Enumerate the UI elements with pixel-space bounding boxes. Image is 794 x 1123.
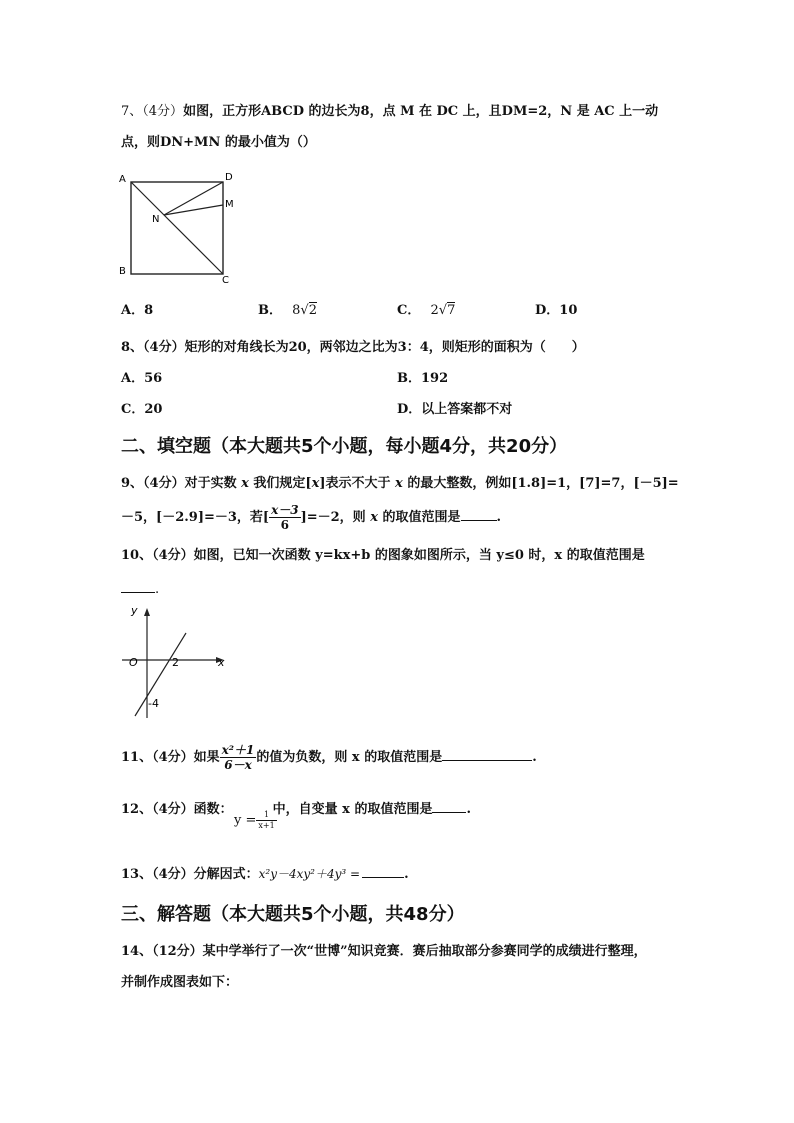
q11-line: 11、（4分）如果 $\frac{\text{x²＋1}}{6-x}$ 的值为负数，则 x 的取值范围是 .: [121, 743, 537, 772]
q7-option-d: D．10: [535, 303, 578, 318]
y-axis-arrow: [144, 608, 150, 616]
q8-option-c: C．20: [121, 402, 163, 417]
q7-option-a: A．8: [121, 303, 154, 318]
x-intercept-label: 2: [172, 656, 179, 669]
label-a: A: [119, 174, 126, 185]
q7-line2: 点，则DN+MN 的最小值为（）: [121, 135, 316, 150]
q9-fraction: $\frac{x-3}{6}$: [271, 503, 299, 532]
q11-fraction: $\frac{\text{x²＋1}}{6-x}$: [221, 743, 255, 772]
function-line: [135, 633, 186, 716]
q7-option-c: C． 2√7: [397, 303, 456, 318]
q14-line1: 14、（12分）某中学举行了一次“世博”知识竞赛．赛后抽取部分参赛同学的成绩进行整理，: [121, 944, 647, 959]
diagonal-ac: [131, 182, 223, 274]
label-n: N: [152, 214, 160, 225]
y-axis-label: y: [131, 604, 138, 617]
q9-line2: －5，[－2.9]=－3，若[ $\frac{x-3}{6}$ ]=－2，则 x 的取值范围是 .: [121, 503, 502, 532]
x-axis-label: x: [218, 656, 225, 669]
origin-label: O: [129, 656, 138, 669]
sqrt-symbol: √: [300, 303, 309, 318]
q8-option-a: A．56: [121, 371, 163, 386]
q7-line1: 7、（4分）如图，正方形ABCD 的边长为8，点 M 在 DC 上，且DM=2，N 是 AC 上一动: [121, 104, 659, 119]
q7-option-b: B． 8√2: [258, 303, 317, 318]
q12-formula: y = $\frac{1}{x+1}$: [234, 810, 275, 830]
label-c: C: [222, 275, 229, 286]
q8-option-b: B．192: [397, 371, 449, 386]
square-figure: [112, 168, 242, 288]
q14-line2: 并制作成图表如下：: [121, 975, 239, 990]
label-d: D: [225, 172, 233, 183]
q11-answer-blank[interactable]: [442, 746, 532, 761]
q13-answer-blank[interactable]: [362, 863, 404, 878]
section-3-heading: 三、解答题（本大题共5个小题，共48分）: [121, 904, 465, 925]
q9-line1: 9、（4分）对于实数 x 我们规定[x]表示不大于 x 的最大整数，例如[1.8]=1，[7]=7，[－5]=: [121, 476, 679, 491]
y-intercept-label: -4: [148, 697, 159, 710]
linear-function-graph: [114, 600, 234, 725]
q13-expression: x²y－4xy²＋4y³ =: [258, 867, 361, 881]
q8-text: 8、（4分）矩形的对角线长为20，两邻边之比为3：4，则矩形的面积为（ ）: [121, 340, 585, 355]
q10-line2: .: [121, 578, 159, 600]
q9-answer-blank[interactable]: [461, 506, 497, 521]
q10-line1: 10、（4分）如图，已知一次函数 y=kx+b 的图象如图所示，当 y≤0 时，x 的取值范围是: [121, 548, 645, 563]
section-2-heading: 二、填空题（本大题共5个小题，每小题4分，共20分）: [121, 436, 568, 457]
q10-answer-blank[interactable]: [121, 578, 155, 593]
q12-line: 12、（4分）函数： 中，自变量 x 的取值范围是 .: [121, 798, 471, 820]
label-m: M: [225, 199, 234, 210]
sqrt-symbol: √: [438, 303, 448, 318]
q12-answer-blank[interactable]: [432, 798, 466, 813]
q13-line: 13、（4分）分解因式：x²y－4xy²＋4y³ = .: [121, 863, 409, 885]
label-b: B: [119, 266, 126, 277]
q8-option-d: D．以上答案都不对: [397, 402, 513, 417]
